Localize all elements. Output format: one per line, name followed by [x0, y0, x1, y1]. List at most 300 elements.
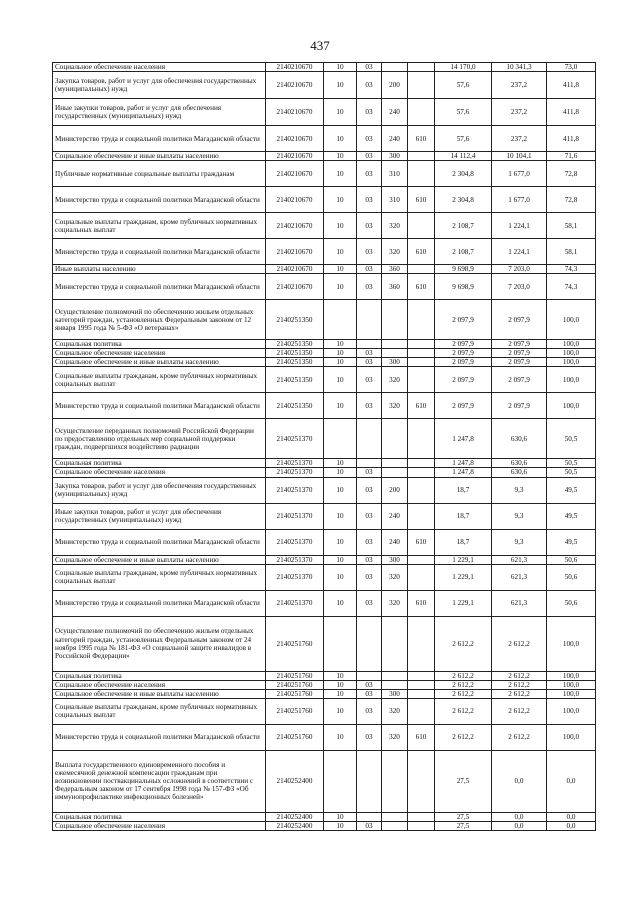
subsection-code: 03: [357, 680, 382, 689]
table-row: [53, 99, 596, 126]
table-row: [53, 274, 596, 300]
row-name: Социальное обеспечение населения: [53, 349, 266, 358]
executed-amount: 2 612,2: [492, 616, 547, 671]
subsection-code: 03: [357, 161, 382, 187]
table-row: [53, 680, 596, 689]
table-row: [53, 698, 596, 724]
planned-amount: 1 247,8: [435, 468, 492, 477]
executed-amount: 0,0: [492, 821, 547, 830]
execution-percent: 72,8: [547, 161, 596, 187]
table-row: [53, 459, 596, 468]
subsection-code: [357, 300, 382, 340]
subsection-code: 03: [357, 477, 382, 503]
row-name: Министерство труда и социальной политики Магаданской области: [53, 590, 266, 616]
administrator-code: [408, 671, 435, 680]
table-row: [53, 503, 596, 529]
row-name: Министерство труда и социальной политики Магаданской области: [53, 529, 266, 555]
administrator-code: [408, 99, 435, 126]
table-row: [53, 367, 596, 393]
target-article-code: 2140210670: [266, 72, 324, 99]
execution-percent: 0,0: [547, 821, 596, 830]
expense-type-code: 300: [382, 152, 408, 161]
expense-type-code: [382, 468, 408, 477]
planned-amount: 2 097,9: [435, 340, 492, 349]
planned-amount: 2 108,7: [435, 239, 492, 265]
section-code: 10: [324, 680, 357, 689]
section-code: 10: [324, 503, 357, 529]
section-code: 10: [324, 698, 357, 724]
target-article-code: 2140210670: [266, 274, 324, 300]
execution-percent: 100,0: [547, 393, 596, 419]
administrator-code: [408, 349, 435, 358]
target-article-code: 2140251760: [266, 680, 324, 689]
planned-amount: 18,7: [435, 529, 492, 555]
table-row: [53, 564, 596, 590]
executed-amount: 0,0: [492, 812, 547, 821]
subsection-code: 03: [357, 63, 382, 72]
administrator-code: [408, 340, 435, 349]
expense-type-code: 240: [382, 529, 408, 555]
planned-amount: 18,7: [435, 477, 492, 503]
table-row: [53, 358, 596, 367]
executed-amount: 237,2: [492, 72, 547, 99]
row-name: Иные закупки товаров, работ и услуг для обеспечения государственных (муниципальных) нужд: [53, 503, 266, 529]
target-article-code: 2140252400: [266, 812, 324, 821]
administrator-code: [408, 680, 435, 689]
expense-type-code: 320: [382, 724, 408, 750]
table-row: [53, 63, 596, 72]
executed-amount: 2 612,2: [492, 724, 547, 750]
expense-type-code: [382, 616, 408, 671]
subsection-code: 03: [357, 564, 382, 590]
subsection-code: [357, 812, 382, 821]
planned-amount: 2 097,9: [435, 300, 492, 340]
section-code: 10: [324, 340, 357, 349]
planned-amount: 2 612,2: [435, 689, 492, 698]
administrator-code: [408, 358, 435, 367]
row-name: Социальная политика: [53, 671, 266, 680]
table-row: [53, 72, 596, 99]
target-article-code: 2140251370: [266, 503, 324, 529]
target-article-code: 2140251350: [266, 393, 324, 419]
row-name: Социальное обеспечение населения: [53, 680, 266, 689]
row-name: Иные закупки товаров, работ и услуг для обеспечения государственных (муниципальных) нужд: [53, 99, 266, 126]
subsection-code: 03: [357, 367, 382, 393]
target-article-code: 2140210670: [266, 213, 324, 239]
subsection-code: [357, 616, 382, 671]
target-article-code: 2140251370: [266, 529, 324, 555]
section-code: 10: [324, 555, 357, 564]
target-article-code: 2140251370: [266, 590, 324, 616]
execution-percent: 50,5: [547, 468, 596, 477]
row-name: Выплата государственного единовременного пособия и ежемесячной денежной компенсации гражданам при возникновении поствакцинальных осложнений в соответствии с Федеральным законом от 17 сентября 1998 года № 157-ФЗ «Об иммунопрофилактике инфекционных болезней»: [53, 750, 266, 812]
expense-type-code: 320: [382, 564, 408, 590]
execution-percent: 74,3: [547, 274, 596, 300]
section-code: 10: [324, 468, 357, 477]
expense-type-code: 320: [382, 239, 408, 265]
section-code: [324, 419, 357, 459]
planned-amount: 2 097,9: [435, 367, 492, 393]
subsection-code: 03: [357, 724, 382, 750]
administrator-code: [408, 213, 435, 239]
expense-type-code: [382, 300, 408, 340]
executed-amount: 237,2: [492, 126, 547, 152]
table-row: [53, 161, 596, 187]
planned-amount: 2 097,9: [435, 349, 492, 358]
administrator-code: [408, 821, 435, 830]
expense-type-code: [382, 63, 408, 72]
row-name: Социальное обеспечение и иные выплаты населению: [53, 152, 266, 161]
planned-amount: 2 108,7: [435, 213, 492, 239]
administrator-code: [408, 564, 435, 590]
planned-amount: 2 097,9: [435, 358, 492, 367]
table-row: [53, 419, 596, 459]
expense-type-code: 240: [382, 503, 408, 529]
expense-type-code: 320: [382, 393, 408, 419]
expense-type-code: 310: [382, 161, 408, 187]
subsection-code: 03: [357, 265, 382, 274]
section-code: [324, 616, 357, 671]
table-row: [53, 187, 596, 213]
table-row: [53, 821, 596, 830]
target-article-code: 2140251350: [266, 367, 324, 393]
target-article-code: 2140210670: [266, 152, 324, 161]
target-article-code: 2140210670: [266, 126, 324, 152]
expense-type-code: 360: [382, 274, 408, 300]
expense-type-code: 320: [382, 698, 408, 724]
execution-percent: 100,0: [547, 698, 596, 724]
section-code: 10: [324, 724, 357, 750]
execution-percent: 100,0: [547, 724, 596, 750]
target-article-code: 2140251370: [266, 555, 324, 564]
row-name: Социальные выплаты гражданам, кроме публичных нормативных социальных выплат: [53, 698, 266, 724]
table-row: [53, 689, 596, 698]
execution-percent: 100,0: [547, 358, 596, 367]
expense-type-code: [382, 349, 408, 358]
administrator-code: 610: [408, 590, 435, 616]
executed-amount: 2 097,9: [492, 367, 547, 393]
table-row: [53, 349, 596, 358]
execution-percent: 411,8: [547, 99, 596, 126]
target-article-code: 2140251760: [266, 671, 324, 680]
section-code: 10: [324, 459, 357, 468]
subsection-code: 03: [357, 213, 382, 239]
executed-amount: 1 677,0: [492, 161, 547, 187]
planned-amount: 2 097,9: [435, 393, 492, 419]
planned-amount: 57,6: [435, 99, 492, 126]
expense-type-code: [382, 750, 408, 812]
administrator-code: 610: [408, 529, 435, 555]
target-article-code: 2140251370: [266, 477, 324, 503]
subsection-code: 03: [357, 239, 382, 265]
expense-type-code: 300: [382, 358, 408, 367]
execution-percent: 100,0: [547, 340, 596, 349]
executed-amount: 9,3: [492, 529, 547, 555]
row-name: Социальная политика: [53, 340, 266, 349]
row-name: Социальное обеспечение и иные выплаты населению: [53, 555, 266, 564]
execution-percent: 100,0: [547, 680, 596, 689]
subsection-code: 03: [357, 152, 382, 161]
execution-percent: 50,6: [547, 555, 596, 564]
table-row: [53, 213, 596, 239]
subsection-code: [357, 671, 382, 680]
planned-amount: 1 229,1: [435, 590, 492, 616]
executed-amount: 7 203,0: [492, 274, 547, 300]
administrator-code: [408, 161, 435, 187]
subsection-code: 03: [357, 821, 382, 830]
target-article-code: 2140252400: [266, 821, 324, 830]
subsection-code: 03: [357, 468, 382, 477]
row-name: Социальное обеспечение и иные выплаты населению: [53, 358, 266, 367]
target-article-code: 2140251370: [266, 419, 324, 459]
subsection-code: 03: [357, 274, 382, 300]
executed-amount: 2 612,2: [492, 671, 547, 680]
administrator-code: [408, 689, 435, 698]
planned-amount: 2 612,2: [435, 671, 492, 680]
section-code: 10: [324, 63, 357, 72]
page-number: 437: [310, 38, 330, 53]
execution-percent: 0,0: [547, 750, 596, 812]
execution-percent: 411,8: [547, 126, 596, 152]
table-row: [53, 529, 596, 555]
subsection-code: [357, 419, 382, 459]
executed-amount: 621,3: [492, 590, 547, 616]
row-name: Министерство труда и социальной политики Магаданской области: [53, 187, 266, 213]
planned-amount: 27,5: [435, 821, 492, 830]
administrator-code: [408, 812, 435, 821]
row-name: Осуществление полномочий по обеспечению жильем отдельных категорий граждан, установленных Федеральным законом от 24 ноября 1995 года № 181-ФЗ «О социальной защите инвалидов в Российской Федерации»: [53, 616, 266, 671]
administrator-code: [408, 367, 435, 393]
subsection-code: 03: [357, 126, 382, 152]
executed-amount: 630,6: [492, 459, 547, 468]
expense-type-code: 240: [382, 126, 408, 152]
planned-amount: 18,7: [435, 503, 492, 529]
row-name: Публичные нормативные социальные выплаты гражданам: [53, 161, 266, 187]
target-article-code: 2140251760: [266, 698, 324, 724]
section-code: 10: [324, 161, 357, 187]
target-article-code: 2140210670: [266, 187, 324, 213]
row-name: Социальное обеспечение и иные выплаты населению: [53, 689, 266, 698]
execution-percent: 72,8: [547, 187, 596, 213]
execution-percent: 74,3: [547, 265, 596, 274]
execution-percent: 71,6: [547, 152, 596, 161]
planned-amount: 1 247,8: [435, 459, 492, 468]
subsection-code: 03: [357, 590, 382, 616]
target-article-code: 2140251760: [266, 724, 324, 750]
subsection-code: 03: [357, 72, 382, 99]
executed-amount: 1 677,0: [492, 187, 547, 213]
administrator-code: [408, 477, 435, 503]
row-name: Социальное обеспечение населения: [53, 821, 266, 830]
execution-percent: 100,0: [547, 671, 596, 680]
section-code: 10: [324, 529, 357, 555]
expense-type-code: 360: [382, 265, 408, 274]
expense-type-code: 320: [382, 590, 408, 616]
row-name: Министерство труда и социальной политики Магаданской области: [53, 274, 266, 300]
administrator-code: [408, 616, 435, 671]
table-row: [53, 393, 596, 419]
administrator-code: [408, 459, 435, 468]
subsection-code: [357, 459, 382, 468]
executed-amount: 630,6: [492, 419, 547, 459]
administrator-code: 610: [408, 187, 435, 213]
execution-percent: 58,1: [547, 239, 596, 265]
target-article-code: 2140210670: [266, 99, 324, 126]
table-row: [53, 555, 596, 564]
executed-amount: 10 104,1: [492, 152, 547, 161]
subsection-code: 03: [357, 187, 382, 213]
execution-percent: 100,0: [547, 349, 596, 358]
planned-amount: 14 170,0: [435, 63, 492, 72]
administrator-code: [408, 750, 435, 812]
table-row: [53, 724, 596, 750]
table-row: [53, 126, 596, 152]
subsection-code: [357, 340, 382, 349]
executed-amount: 9,3: [492, 477, 547, 503]
table-row: [53, 812, 596, 821]
planned-amount: 27,5: [435, 812, 492, 821]
execution-percent: 0,0: [547, 812, 596, 821]
section-code: 10: [324, 671, 357, 680]
subsection-code: 03: [357, 99, 382, 126]
expense-type-code: 200: [382, 72, 408, 99]
expense-type-code: [382, 821, 408, 830]
target-article-code: 2140210670: [266, 239, 324, 265]
target-article-code: 2140210670: [266, 161, 324, 187]
administrator-code: [408, 555, 435, 564]
target-article-code: 2140251350: [266, 349, 324, 358]
executed-amount: 1 224,1: [492, 239, 547, 265]
expense-type-code: 200: [382, 477, 408, 503]
section-code: [324, 750, 357, 812]
administrator-code: [408, 419, 435, 459]
planned-amount: 2 612,2: [435, 698, 492, 724]
planned-amount: 1 247,8: [435, 419, 492, 459]
planned-amount: 1 229,1: [435, 555, 492, 564]
executed-amount: 9,3: [492, 503, 547, 529]
execution-percent: 73,0: [547, 63, 596, 72]
row-name: Социальное обеспечение населения: [53, 468, 266, 477]
executed-amount: 2 097,9: [492, 349, 547, 358]
execution-percent: 49,5: [547, 529, 596, 555]
table-row: [53, 616, 596, 671]
section-code: 10: [324, 213, 357, 239]
execution-percent: 100,0: [547, 689, 596, 698]
row-name: Министерство труда и социальной политики Магаданской области: [53, 239, 266, 265]
subsection-code: 03: [357, 689, 382, 698]
administrator-code: 610: [408, 239, 435, 265]
target-article-code: 2140210670: [266, 63, 324, 72]
target-article-code: 2140251370: [266, 459, 324, 468]
executed-amount: 2 612,2: [492, 680, 547, 689]
target-article-code: 2140252400: [266, 750, 324, 812]
execution-percent: 49,5: [547, 503, 596, 529]
section-code: 10: [324, 349, 357, 358]
expense-type-code: [382, 459, 408, 468]
section-code: 10: [324, 239, 357, 265]
subsection-code: 03: [357, 393, 382, 419]
section-code: 10: [324, 689, 357, 698]
executed-amount: 2 097,9: [492, 393, 547, 419]
row-name: Иные выплаты населению: [53, 265, 266, 274]
administrator-code: [408, 468, 435, 477]
row-name: Министерство труда и социальной политики Магаданской области: [53, 126, 266, 152]
executed-amount: 7 203,0: [492, 265, 547, 274]
table-row: [53, 239, 596, 265]
executed-amount: 2 097,9: [492, 358, 547, 367]
executed-amount: 10 341,3: [492, 63, 547, 72]
administrator-code: [408, 698, 435, 724]
section-code: 10: [324, 72, 357, 99]
executed-amount: 621,3: [492, 555, 547, 564]
row-name: Социальные выплаты гражданам, кроме публичных нормативных социальных выплат: [53, 564, 266, 590]
table-row: [53, 152, 596, 161]
row-name: Осуществление полномочий по обеспечению жильем отдельных категорий граждан, установленных Федеральным законом от 12 января 1995 года № 5-ФЗ «О ветеранах»: [53, 300, 266, 340]
execution-percent: 50,5: [547, 419, 596, 459]
administrator-code: [408, 503, 435, 529]
table-row: [53, 671, 596, 680]
row-name: Социальная политика: [53, 812, 266, 821]
executed-amount: 621,3: [492, 564, 547, 590]
planned-amount: 57,6: [435, 72, 492, 99]
target-article-code: 2140210670: [266, 265, 324, 274]
executed-amount: 2 612,2: [492, 698, 547, 724]
planned-amount: 2 304,8: [435, 161, 492, 187]
executed-amount: 1 224,1: [492, 213, 547, 239]
execution-percent: 50,6: [547, 564, 596, 590]
planned-amount: 2 612,2: [435, 680, 492, 689]
subsection-code: 03: [357, 349, 382, 358]
section-code: 10: [324, 564, 357, 590]
table-row: [53, 477, 596, 503]
executed-amount: 2 097,9: [492, 340, 547, 349]
row-name: Закупка товаров, работ и услуг для обеспечения государственных (муниципальных) нужд: [53, 477, 266, 503]
section-code: 10: [324, 99, 357, 126]
subsection-code: 03: [357, 358, 382, 367]
subsection-code: 03: [357, 698, 382, 724]
planned-amount: 2 304,8: [435, 187, 492, 213]
expense-type-code: 320: [382, 367, 408, 393]
row-name: Министерство труда и социальной политики Магаданской области: [53, 393, 266, 419]
section-code: [324, 300, 357, 340]
administrator-code: [408, 152, 435, 161]
target-article-code: 2140251350: [266, 300, 324, 340]
section-code: 10: [324, 590, 357, 616]
row-name: Социальные выплаты гражданам, кроме публичных нормативных социальных выплат: [53, 367, 266, 393]
planned-amount: 9 698,9: [435, 274, 492, 300]
execution-percent: 50,6: [547, 590, 596, 616]
administrator-code: 610: [408, 724, 435, 750]
section-code: 10: [324, 187, 357, 213]
row-name: Министерство труда и социальной политики Магаданской области: [53, 724, 266, 750]
executed-amount: 2 097,9: [492, 300, 547, 340]
subsection-code: [357, 750, 382, 812]
subsection-code: 03: [357, 503, 382, 529]
expense-type-code: 320: [382, 213, 408, 239]
target-article-code: 2140251370: [266, 564, 324, 590]
section-code: 10: [324, 274, 357, 300]
section-code: 10: [324, 367, 357, 393]
execution-percent: 100,0: [547, 616, 596, 671]
row-name: Закупка товаров, работ и услуг для обеспечения государственных (муниципальных) нужд: [53, 72, 266, 99]
planned-amount: 14 112,4: [435, 152, 492, 161]
section-code: 10: [324, 358, 357, 367]
section-code: 10: [324, 265, 357, 274]
target-article-code: 2140251370: [266, 468, 324, 477]
subsection-code: 03: [357, 529, 382, 555]
section-code: 10: [324, 393, 357, 419]
administrator-code: [408, 72, 435, 99]
